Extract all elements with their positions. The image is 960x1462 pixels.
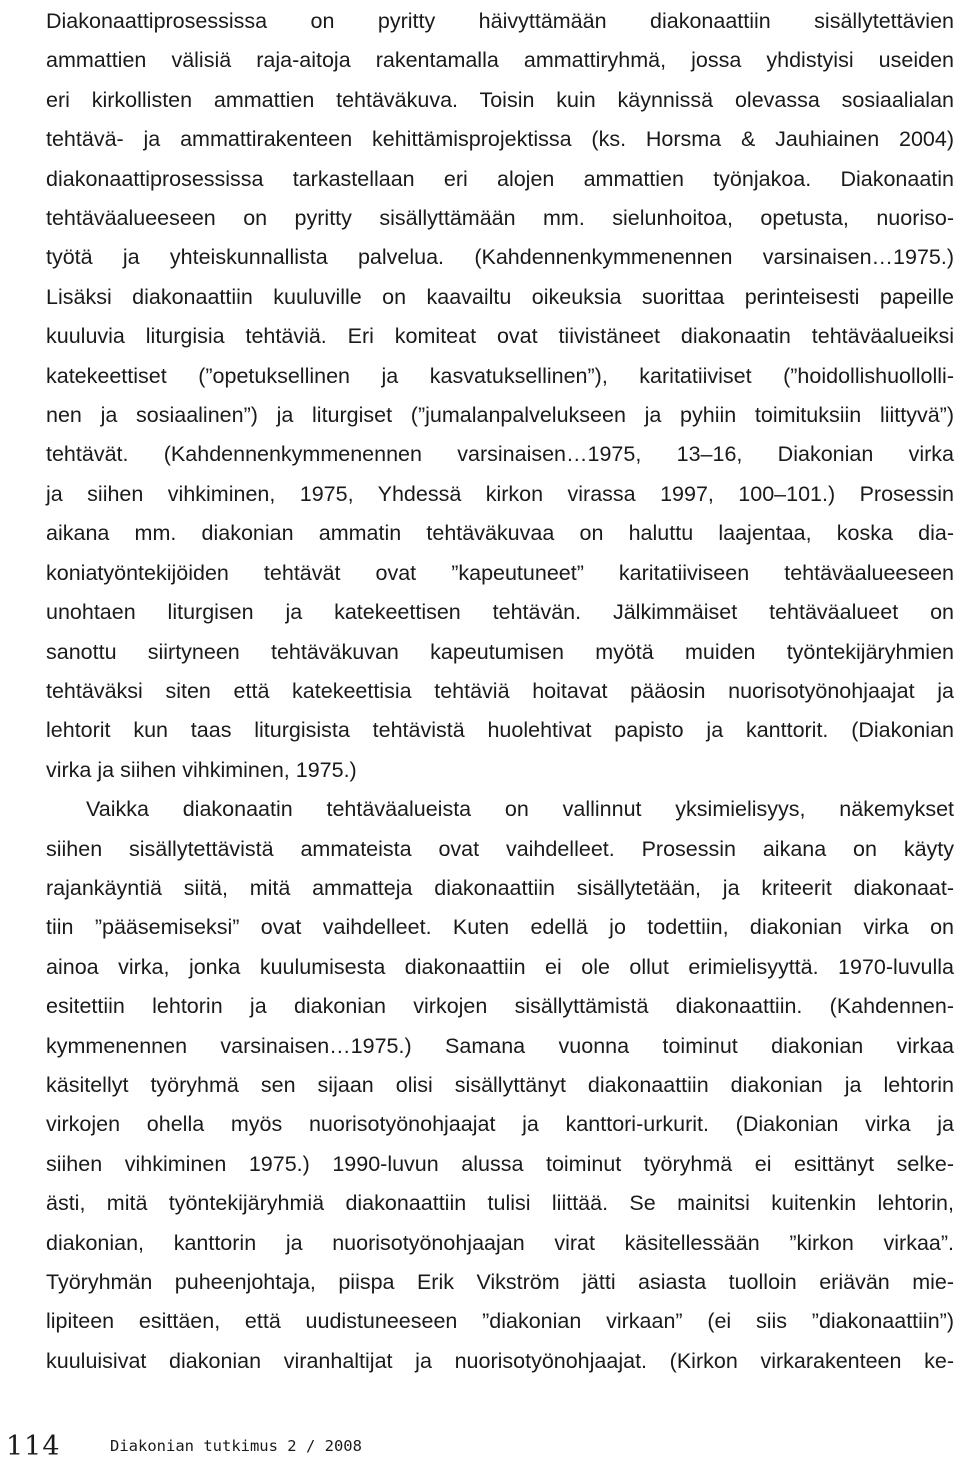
text-line: katekeettiset (”opetuksellinen ja kasvatuksellinen”), karitatiiviset (”hoidollishuollolli- <box>46 363 954 388</box>
text-line: koniatyöntekijöiden tehtävät ovat ”kapeutuneet” karitatiiviseen tehtäväalueeseen <box>46 560 954 585</box>
text-line: virka ja siihen vihkiminen, 1975.) <box>46 757 357 782</box>
text-line: lipiteen esittäen, että uudistuneeseen ”diakonian virkaan” (ei siis ”diakonaattiin”) <box>46 1309 954 1334</box>
text-line: Vaikka diakonaatin tehtäväalueista on vallinnut yksimielisyys, näkemykset <box>86 797 954 822</box>
text-line: esitettiin lehtorin ja diakonian virkojen sisällyttämistä diakonaattiin. (Kahdennen- <box>46 994 954 1019</box>
text-line: sanottu siirtyneen tehtäväkuvan kapeutumisen myötä muiden työntekijäryhmien <box>46 639 954 664</box>
text-line: nen ja sosiaalinen”) ja liturgiset (”jumalanpalvelukseen ja pyhiin toimituksiin liittyvä”) <box>46 403 954 428</box>
text-line: siihen vihkiminen 1975.) 1990-luvun alussa toiminut työryhmä ei esittänyt selke- <box>46 1151 954 1176</box>
text-line: tehtävä- ja ammattirakenteen kehittämisprojektissa (ks. Horsma & Jauhiainen 2004) <box>46 127 954 152</box>
text-line: tehtävät. (Kahdennenkymmenennen varsinaisen…1975, 13–16, Diakonian virka <box>46 442 954 467</box>
paragraph-2 <box>46 790 954 1381</box>
page-footer <box>0 1431 960 1461</box>
text-line: Lisäksi diakonaattiin kuuluville on kaavailtu oikeuksia suorittaa perinteisesti papeille <box>46 284 954 309</box>
text-line: ammattien välisiä raja-aitoja rakentamalla ammattiryhmä, jossa yhdistyisi useiden <box>46 48 954 73</box>
text-line: työtä ja yhteiskunnallista palvelua. (Kahdennenkymmenennen varsinaisen…1975.) <box>46 245 954 270</box>
text-line: kuuluisivat diakonian viranhaltijat ja nuorisotyönohjaajat. (Kirkon virkarakenteen ke- <box>46 1348 954 1373</box>
text-line: diakonaattiprosessissa tarkastellaan eri alojen ammattien työnjakoa. Diakonaatin <box>46 166 954 191</box>
journal-title: Diakonian tutkimus 2 / 2008 <box>110 1437 362 1455</box>
text-line: unohtaen liturgisen ja katekeettisen tehtävän. Jälkimmäiset tehtäväalueet on <box>46 600 954 625</box>
text-line: virkojen ohella myös nuorisotyönohjaajat ja kanttori-urkurit. (Diakonian virka ja <box>46 1112 954 1137</box>
text-line: käsitellyt työryhmä sen sijaan olisi sisällyttänyt diakonaattiin diakonian ja lehtorin <box>46 1072 954 1097</box>
text-line: ja siihen vihkiminen, 1975, Yhdessä kirkon virassa 1997, 100–101.) Prosessin <box>46 481 954 506</box>
text-line: eri kirkollisten ammattien tehtäväkuva. Toisin kuin käynnissä olevassa sosiaalialan <box>46 87 954 112</box>
text-line: tehtäväksi siten että katekeettisia tehtäviä hoitavat pääosin nuorisotyönohjaajat ja <box>46 678 954 703</box>
text-line: kuuluvia liturgisia tehtäviä. Eri komiteat ovat tiivistäneet diakonaatin tehtäväalueiksi <box>46 324 954 349</box>
text-line: lehtorit kun taas liturgisista tehtävistä huolehtivat papisto ja kanttorit. (Diakonian <box>46 718 954 743</box>
text-line: tiin ”pääsemiseksi” ovat vaihdelleet. Kuten edellä jo todettiin, diakonian virka on <box>46 915 954 940</box>
text-line: tehtäväalueeseen on pyritty sisällyttämään mm. sielunhoitoa, opetusta, nuoriso- <box>46 206 954 231</box>
text-line: aikana mm. diakonian ammatin tehtäväkuvaa on haluttu laajentaa, koska dia- <box>46 521 954 546</box>
text-line: siihen sisällytettävistä ammateista ovat vaihdelleet. Prosessin aikana on käyty <box>46 836 954 861</box>
text-line: Työryhmän puheenjohtaja, piispa Erik Vikström jätti asiasta tuolloin eriävän mie- <box>46 1270 954 1294</box>
text-line: ainoa virka, jonka kuulumisesta diakonaattiin ei ole ollut erimielisyyttä. 1970-luvulla <box>46 954 954 979</box>
text-line: rajankäyntiä siitä, mitä ammatteja diakonaattiin sisällytetään, ja kriteerit diakonaat- <box>46 875 954 900</box>
paragraph-1 <box>46 2 954 790</box>
text-line: diakonian, kanttorin ja nuorisotyönohjaajan virat käsitellessään ”kirkon virkaa”. <box>46 1230 954 1255</box>
text-line: ästi, mitä työntekijäryhmiä diakonaattiin tulisi liittää. Se mainitsi kuitenkin lehtorin, <box>46 1191 954 1216</box>
page-number: 114 <box>6 1431 61 1462</box>
text-line: kymmenennen varsinaisen…1975.) Samana vuonna toiminut diakonian virkaa <box>46 1033 954 1058</box>
text-line: Diakonaattiprosessissa on pyritty häivyttämään diakonaattiin sisällytettävien <box>46 9 954 33</box>
body-text <box>46 2 954 1381</box>
